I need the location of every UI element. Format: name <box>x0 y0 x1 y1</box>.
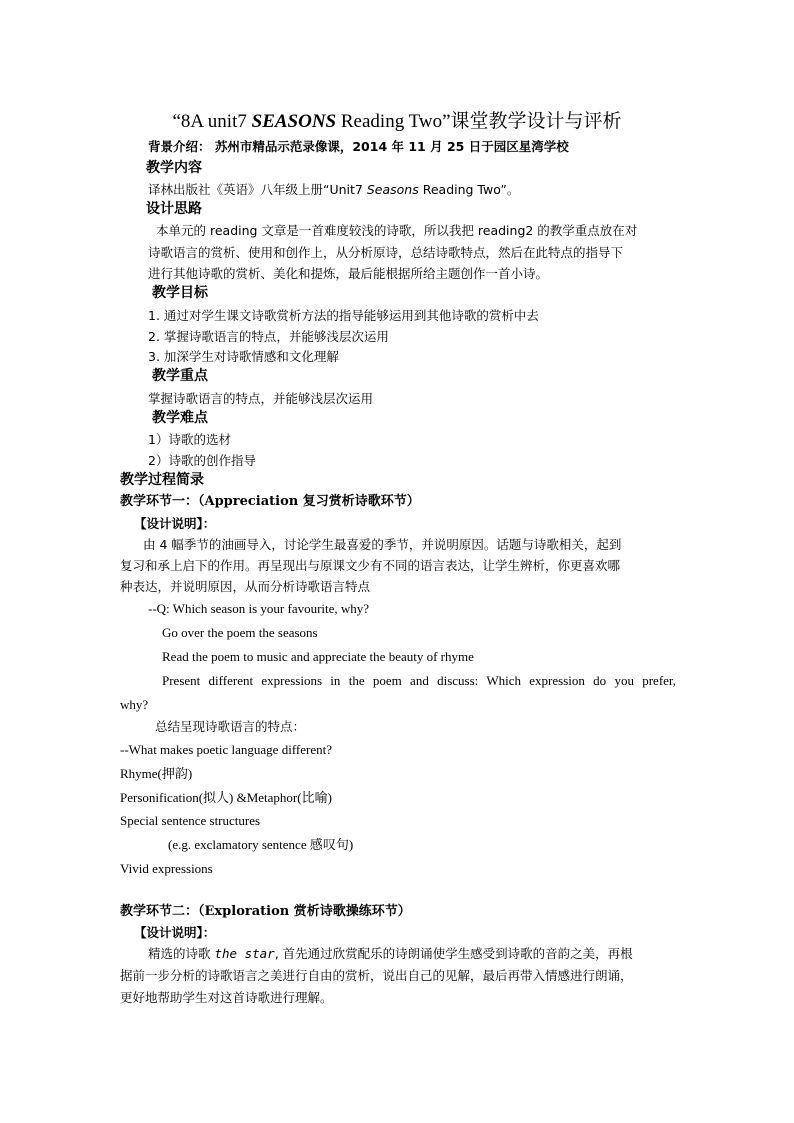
background-intro: 背景介绍： 苏州市精品示范录像课，2014 年 11 月 25 日于园区星湾学校 <box>148 139 569 154</box>
key-heading: 教学重点 <box>152 368 208 384</box>
step2-desc-line-1 <box>148 945 633 962</box>
idea-line-3: 进行其他诗歌的赏析、美化和提炼，最后能根据所给主题创作一首小诗。 <box>148 266 549 281</box>
feature-rhyme: Rhyme(押韵) <box>120 766 193 781</box>
process-heading: 教学过程简录 <box>120 472 204 488</box>
feature-personification: Personification(拟人) &Metaphor(比喻) <box>120 790 332 805</box>
step1-heading: 教学环节一：（Appreciation 复习赏析诗歌环节） <box>120 494 420 509</box>
goal-item-2: 2. 掌握诗歌语言的特点，并能够浅层次运用 <box>148 329 389 344</box>
step1-question-1: --Q: Which season is your favourite, why? <box>148 601 370 616</box>
difficulty-heading: 教学难点 <box>152 410 208 426</box>
title-emphasis: SEASONS <box>251 111 337 132</box>
step1-question-2: Go over the poem the seasons <box>162 625 318 640</box>
step1-question-4a: Present different expressions in the poem and discuss: Which expression do you prefer, <box>162 673 676 688</box>
idea-heading: 设计思路 <box>146 201 202 217</box>
step2-desc-line-2: 据前一步分析的诗歌语言之美进行自由的赏析，说出自己的见解，最后再带入情感进行朗诵， <box>120 968 633 983</box>
feature-sentence-structures: Special sentence structures <box>120 813 261 828</box>
step1-summary: 总结呈现诗歌语言的特点： <box>155 719 306 734</box>
document-title <box>0 106 794 133</box>
step1-desc-line-2: 复习和承上启下的作用。再呈现出与原课文少有不同的语言表达，让学生辨析，你更喜欢哪 <box>120 558 621 573</box>
step1-desc-line-1: 由 4 幅季节的油画导入，讨论学生最喜爱的季节，并说明原因。话题与诗歌相关，起到 <box>143 537 622 552</box>
step1-question-4b: why? <box>120 697 149 712</box>
step2-poem-title: the star <box>214 946 275 961</box>
step2-heading: 教学环节二：（Exploration 赏析诗歌操练环节） <box>120 904 411 919</box>
feature-vivid: Vivid expressions <box>120 861 213 876</box>
step2-desc-line-3: 更好地帮助学生对这首诗歌进行理解。 <box>120 990 333 1005</box>
content-text-post: Reading Two”。 <box>418 182 520 197</box>
goal-item-1: 1. 通过对学生课文诗歌赏析方法的指导能够运用到其他诗歌的赏析中去 <box>148 308 539 323</box>
step1-design-label: 【设计说明】： <box>134 516 216 531</box>
content-text-emphasis: Seasons <box>366 182 419 197</box>
step2-design-label: 【设计说明】： <box>134 925 216 940</box>
content-text-pre: 译林出版社《英语》八年级上册“Unit7 <box>148 182 367 197</box>
step1-desc-line-3: 种表达，并说明原因，从而分析诗歌语言特点 <box>120 579 371 594</box>
difficulty-item-2: 2）诗歌的创作指导 <box>148 453 256 468</box>
step1-question-5: --What makes poetic language different? <box>120 742 332 757</box>
step1-question-3: Read the poem to music and appreciate the beauty of rhyme <box>162 649 474 664</box>
key-text: 掌握诗歌语言的特点，并能够浅层次运用 <box>148 391 374 406</box>
step2-line1-post: , 首先通过欣赏配乐的诗朗诵使学生感受到诗歌的音韵之美，再根 <box>274 946 633 961</box>
content-heading: 教学内容 <box>146 160 202 176</box>
idea-line-2: 诗歌语言的赏析、使用和创作上，从分析原诗，总结诗歌特点，然后在此特点的指导下 <box>148 245 624 260</box>
goal-item-3: 3. 加深学生对诗歌情感和文化理解 <box>148 349 339 364</box>
content-text <box>148 181 519 198</box>
idea-line-1: 本单元的 reading 文章是一首难度较浅的诗歌，所以我把 reading2 的教学重点放在对 <box>156 223 638 238</box>
goal-heading: 教学目标 <box>152 285 208 301</box>
title-suffix: Reading Two”课堂教学设计与评析 <box>336 111 622 132</box>
difficulty-item-1: 1）诗歌的选材 <box>148 432 231 447</box>
step2-line1-pre: 精选的诗歌 <box>148 946 215 961</box>
title-prefix: “8A unit7 <box>172 111 252 132</box>
feature-example: (e.g. exclamatory sentence 感叹句) <box>168 837 354 852</box>
